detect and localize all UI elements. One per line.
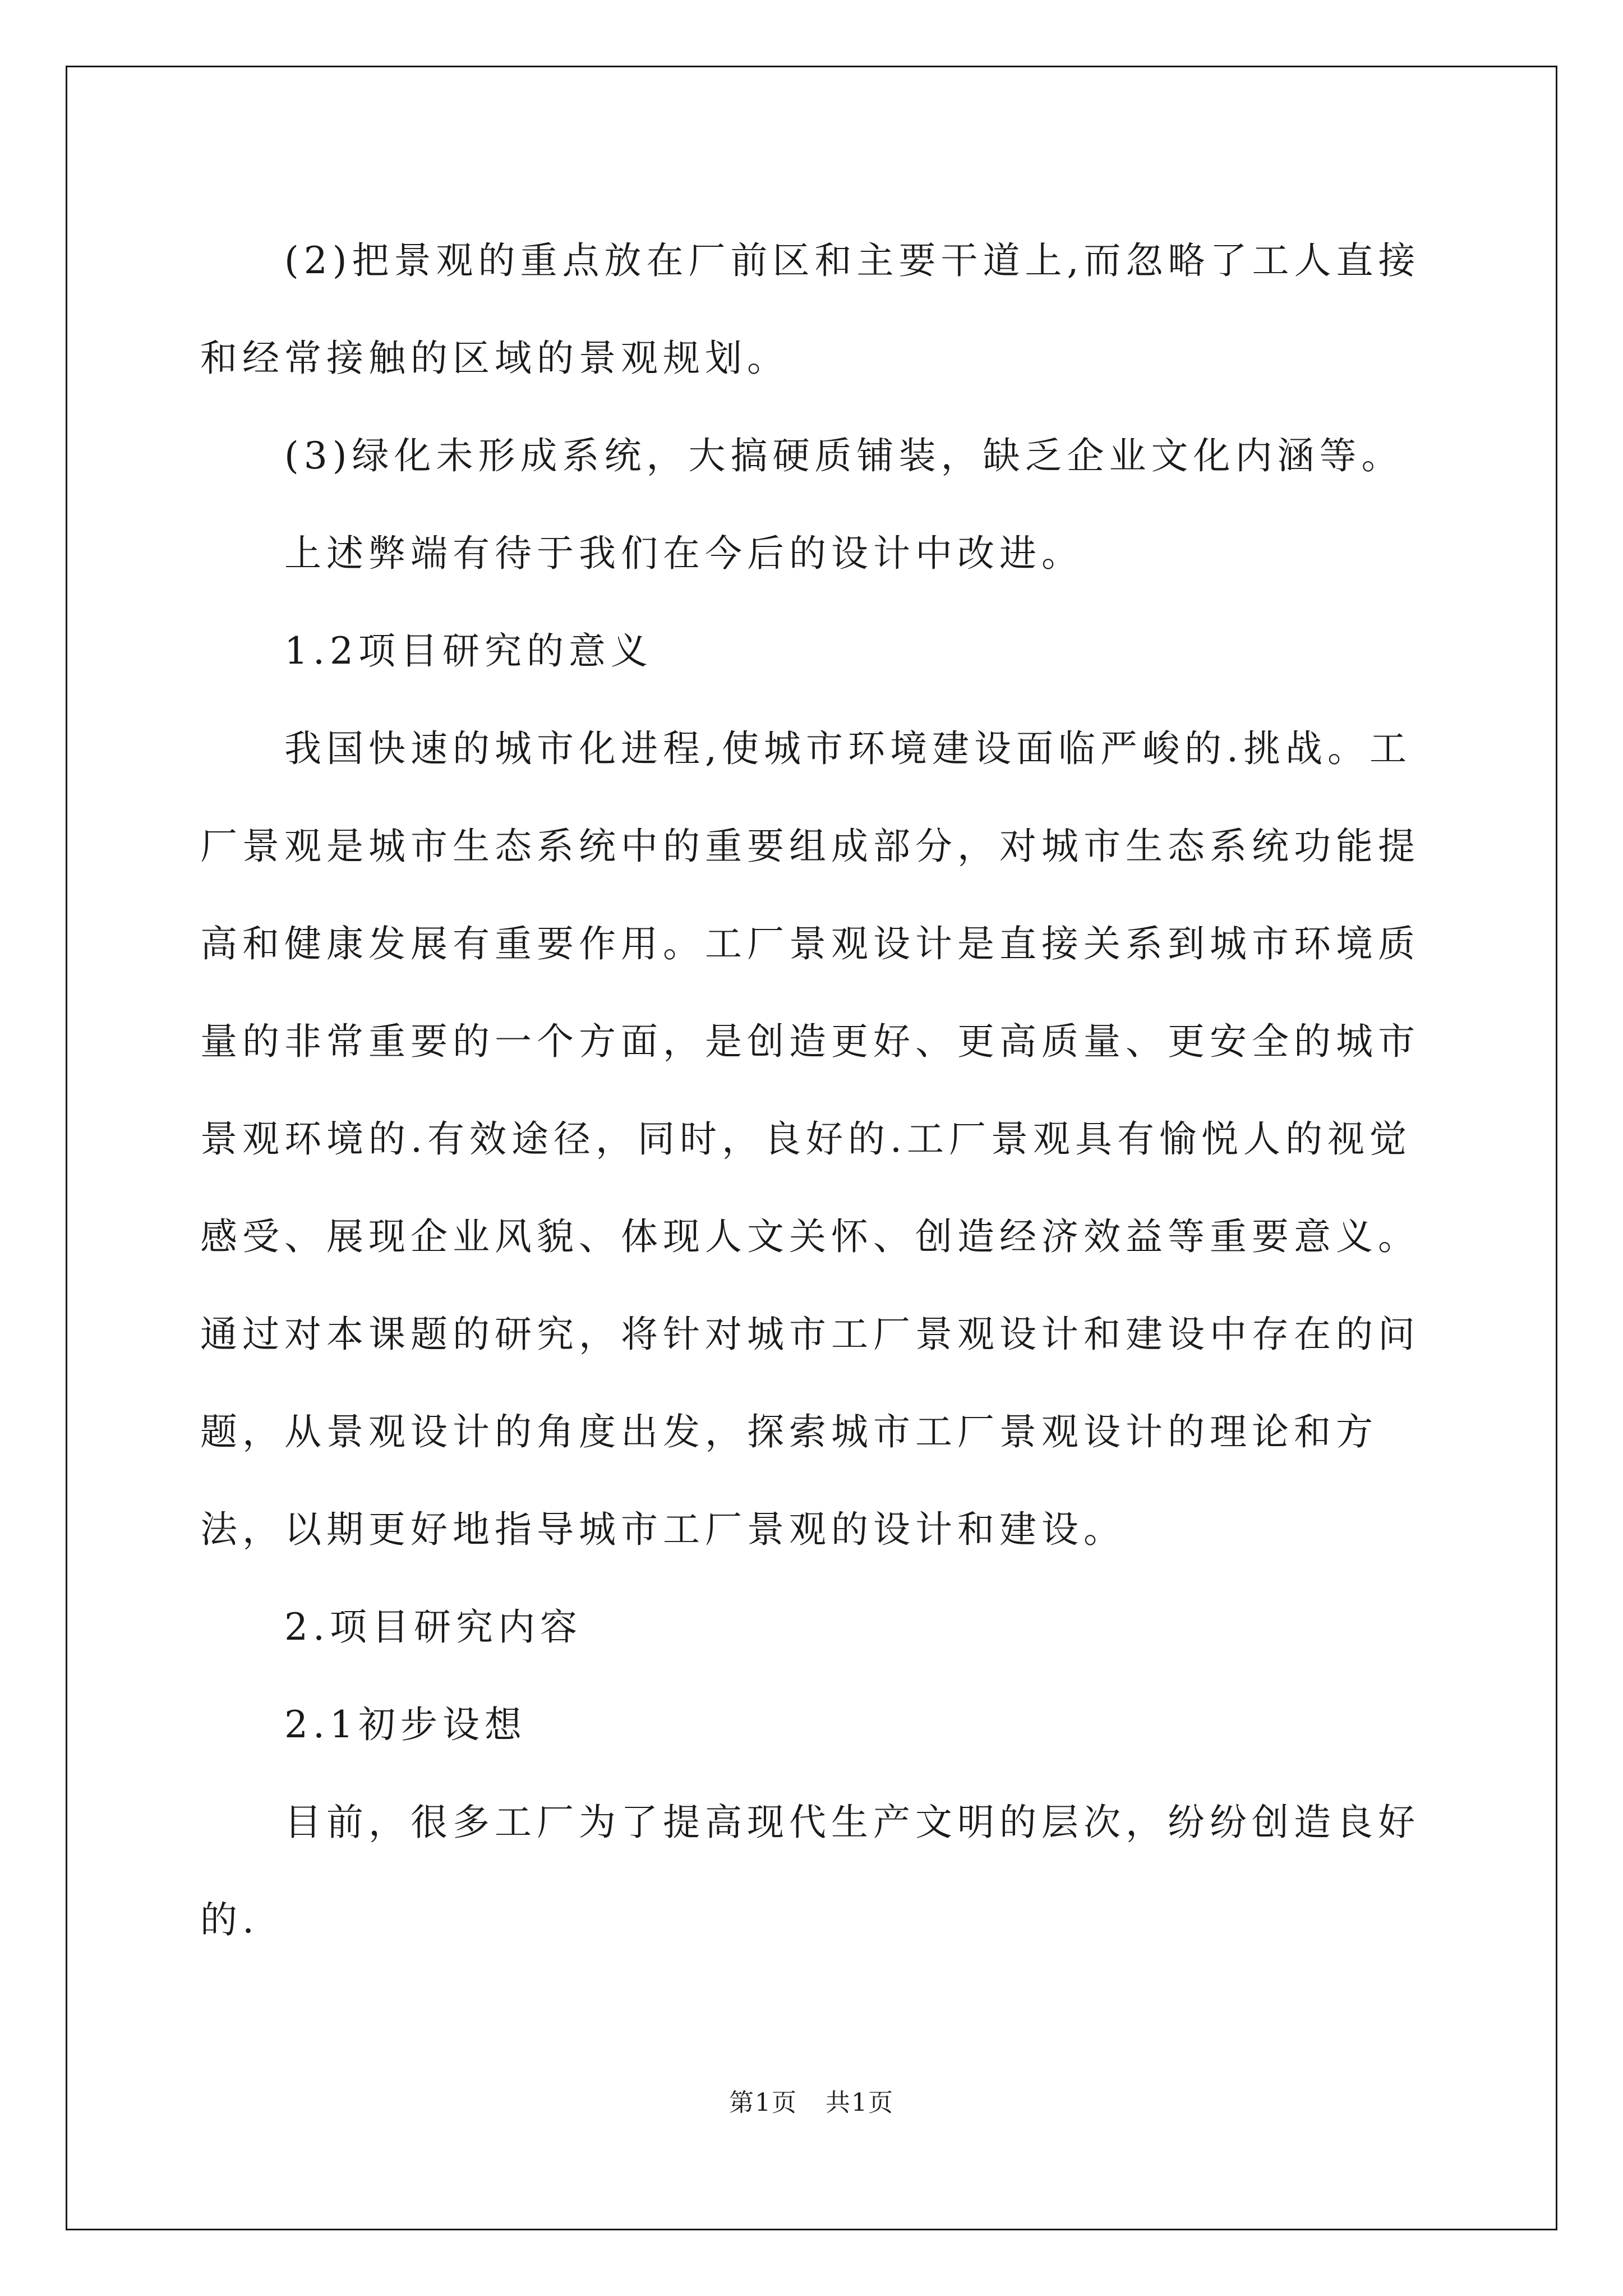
page-footer [0,2082,1623,2118]
paragraph-drawback-3: (3)绿化未形成系统，大搞硬质铺装，缺乏企业文化内涵等。 [284,434,1404,477]
paragraph-preliminary: 目前，很多工厂为了提高现代生产文明的层次，纷纷创造良好的. [200,1801,1420,1941]
section-heading-2-1: 2.1初步设想 [284,1703,527,1746]
paragraph-drawback-2: (2)把景观的重点放在厂前区和主要干道上,而忽略了工人直接和经常接触的区域的景观规划。 [200,239,1421,380]
document-body [200,212,1428,1969]
section-heading-2: 2.项目研究内容 [284,1605,582,1649]
page-count: 共1页 [826,2088,894,2117]
paragraph-significance: 我国快速的城市化进程,使城市环境建设面临严峻的.挑战。工厂景观是城市生态系统中的重要组成部分，对城市生态系统功能提高和健康发展有重要作用。工厂景观设计是直接关系到城市环境质量的非常重要的一个方面，是创造更好、更高质量、更安全的城市景观环境的.有效途径，同时，良好的.工厂景观具有愉悦人的视觉感受、展现企业风貌、体现人文关怀、创造经济效益等重要意义。通过对本课题的研究，将针对城市工厂景观设计和建设中存在的问题，从景观设计的角度出发，探索城市工厂景观设计的理论和方法，以期更好地指导城市工厂景观的设计和建设。 [200,727,1420,1551]
section-heading-1-2: 1.2项目研究的意义 [284,629,653,673]
paragraph-improvement: 上述弊端有待于我们在今后的设计中改进。 [284,532,1083,575]
page-number: 第1页 [729,2088,797,2117]
